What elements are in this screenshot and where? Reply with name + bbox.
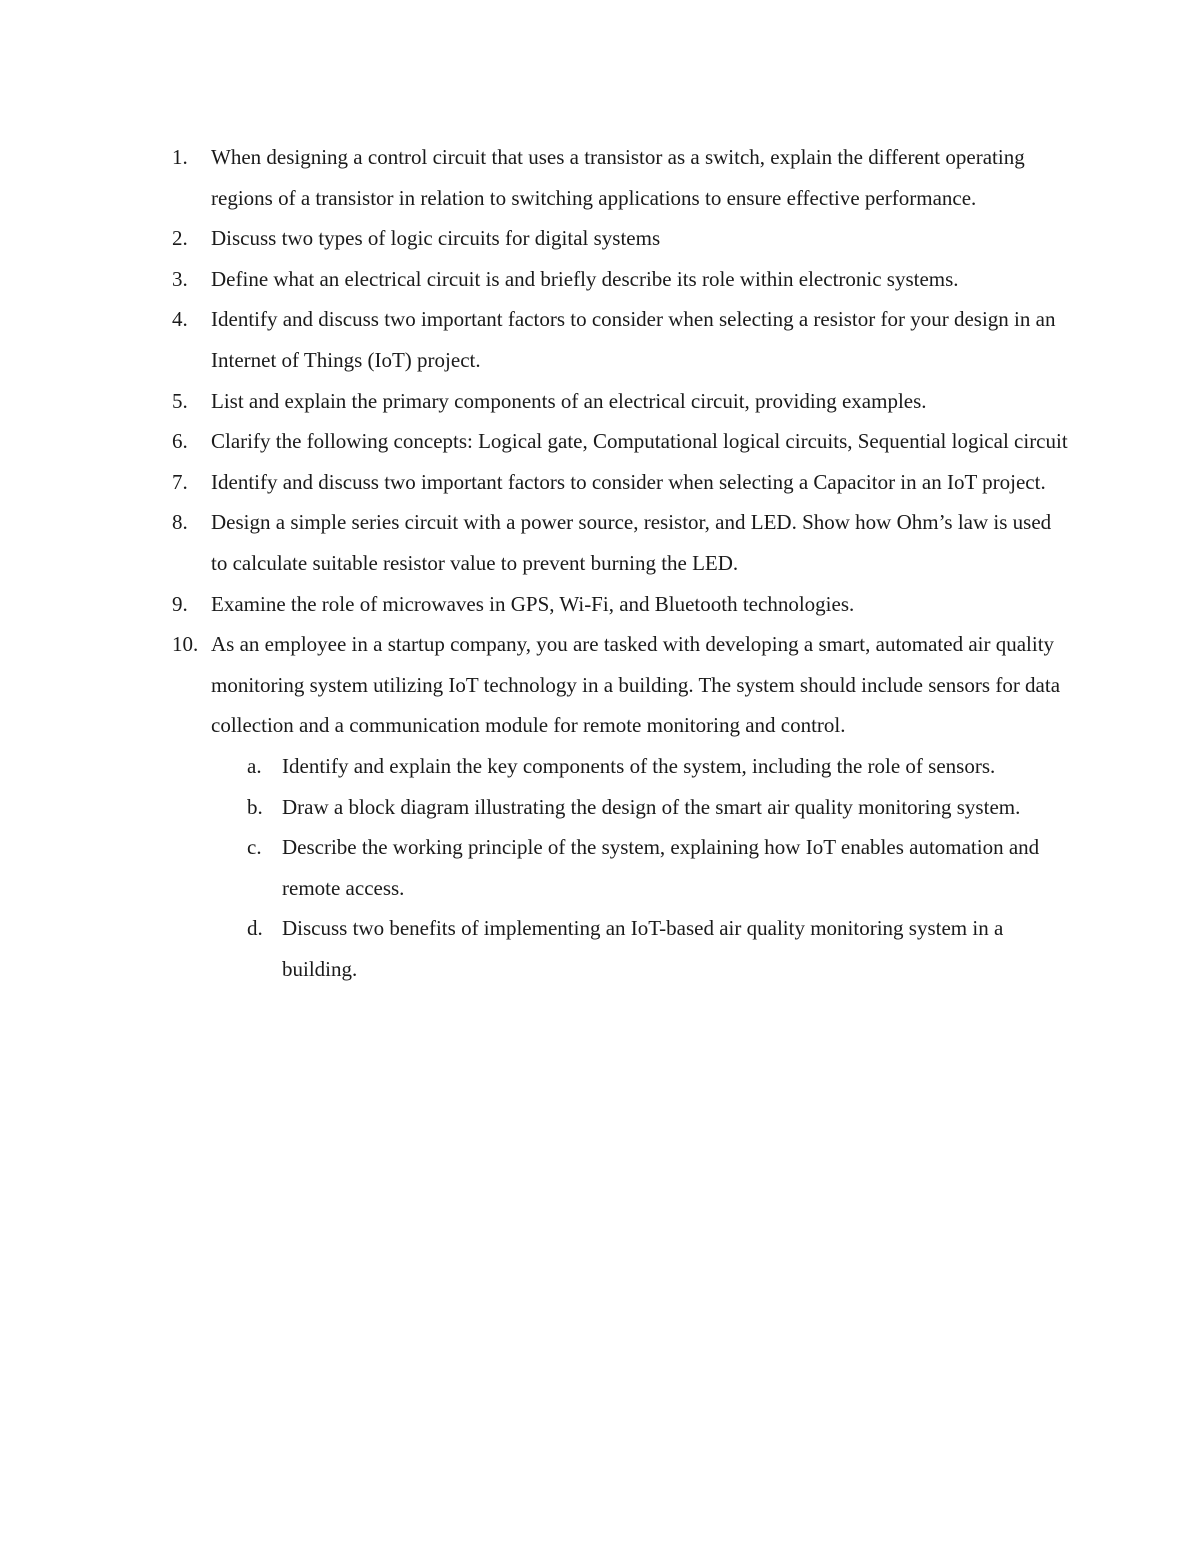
subquestion-item-c: [247, 827, 1072, 908]
question-item-1: [172, 137, 1072, 218]
question-item-10: [172, 624, 1072, 989]
question-text: Clarify the following concepts: Logical gate, Computational logical circuits, Sequential logical circuit: [211, 429, 1068, 454]
question-text: Identify and discuss two important factors to consider when selecting a Capacitor in an IoT project.: [211, 469, 1046, 494]
subquestion-item-d: [247, 908, 1072, 989]
question-text: When designing a control circuit that uses a transistor as a switch, explain the different operating regions of a transistor in relation to switching applications to ensure effective performance.: [211, 145, 1025, 210]
question-text: List and explain the primary components of an electrical circuit, providing examples.: [211, 388, 927, 413]
question-number: 1.: [172, 145, 188, 169]
subquestion-item-a: [247, 746, 1072, 787]
subquestion-item-b: [247, 787, 1072, 828]
question-text: As an employee in a startup company, you are tasked with developing a smart, automated air quality monitoring system utilizing IoT technology in a building. The system should include sensors for data collection and a communication module for remote monitoring and control.: [211, 632, 1061, 738]
question-number: 5.: [172, 388, 188, 413]
question-item-7: [172, 462, 1072, 503]
question-text: Discuss two types of logic circuits for digital systems: [211, 226, 661, 251]
question-item-5: [172, 381, 1072, 422]
question-item-8: [172, 502, 1072, 583]
question-number: 7.: [172, 469, 188, 494]
question-item-4: [172, 299, 1072, 380]
question-number: 10.: [172, 632, 199, 657]
question-number: 9.: [172, 591, 188, 616]
subquestion-list: [211, 746, 1072, 990]
subquestion-text: Discuss two benefits of implementing an IoT-based air quality monitoring system in a building.: [282, 916, 1004, 981]
question-text: Design a simple series circuit with a power source, resistor, and LED. Show how Ohm’s law is used to calculate suitable resistor value to prevent burning the LED.: [211, 510, 1052, 575]
question-item-9: [172, 584, 1072, 625]
question-number: 4.: [172, 307, 188, 332]
question-number: 6.: [172, 429, 188, 454]
subquestion-letter: a.: [247, 753, 262, 778]
subquestion-text: Draw a block diagram illustrating the design of the smart air quality monitoring system.: [282, 794, 1021, 819]
question-text: Examine the role of microwaves in GPS, Wi-Fi, and Bluetooth technologies.: [211, 591, 855, 616]
question-item-2: [172, 218, 1072, 259]
question-item-6: [172, 421, 1072, 462]
question-number: 8.: [172, 510, 188, 535]
subquestion-letter: b.: [247, 794, 263, 819]
question-item-3: [172, 259, 1072, 300]
subquestion-letter: d.: [247, 916, 263, 941]
question-text: Define what an electrical circuit is and briefly describe its role within electronic systems.: [211, 266, 959, 291]
question-number: 2.: [172, 226, 188, 251]
question-list: [172, 137, 1072, 989]
subquestion-text: Describe the working principle of the system, explaining how IoT enables automation and remote access.: [282, 835, 1040, 900]
question-text: Identify and discuss two important factors to consider when selecting a resistor for your design in an Internet of Things (IoT) project.: [211, 307, 1056, 372]
subquestion-letter: c.: [247, 835, 262, 860]
question-number: 3.: [172, 266, 188, 291]
subquestion-text: Identify and explain the key components of the system, including the role of sensors.: [282, 753, 996, 778]
